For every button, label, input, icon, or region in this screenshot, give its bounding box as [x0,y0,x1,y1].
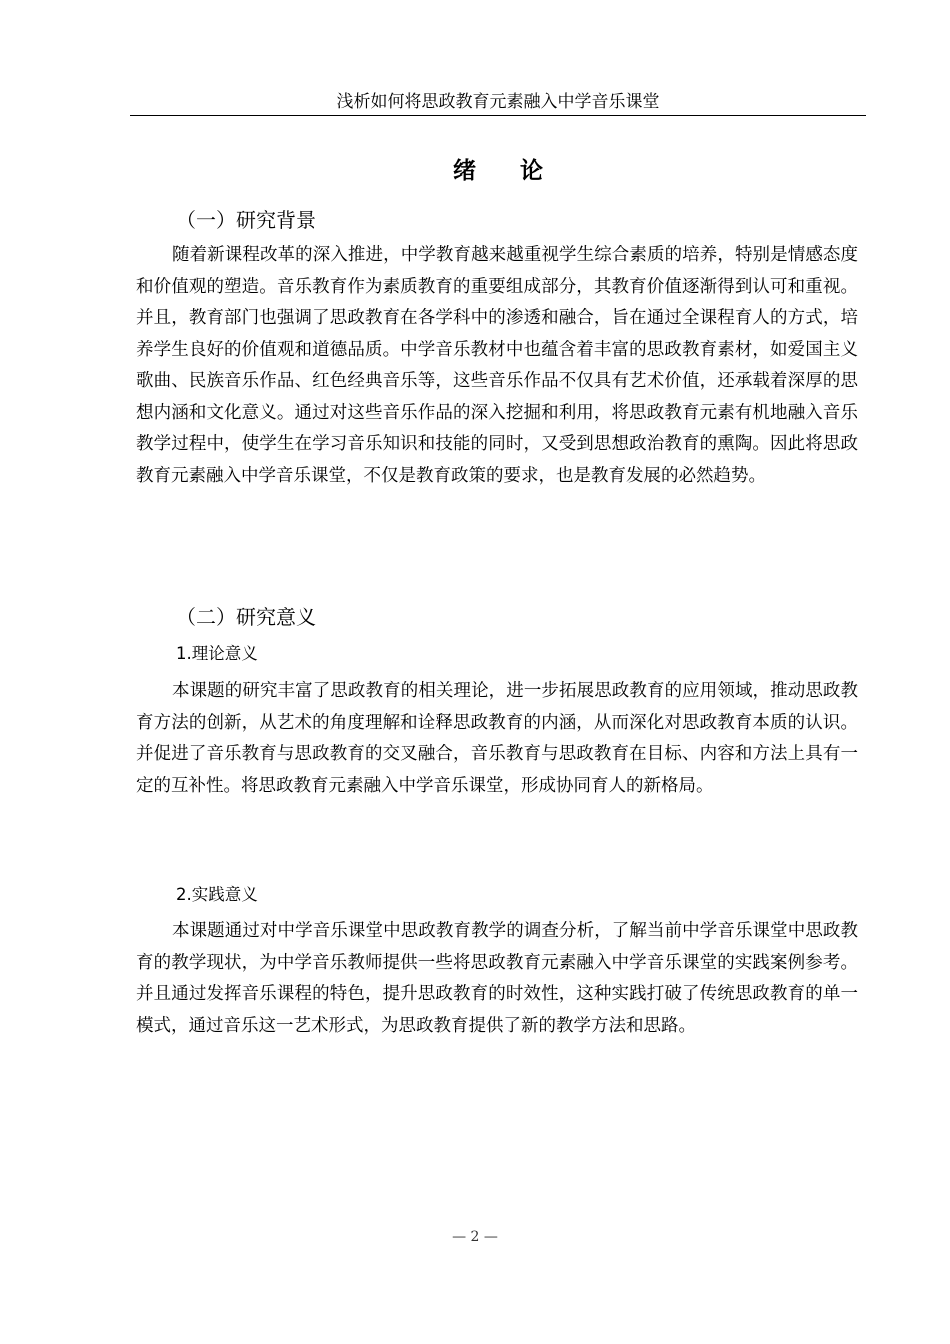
section-heading-background: （一）研究背景 [176,208,316,232]
sub-heading-theory: 1.理论意义 [176,644,258,663]
section-heading-significance: （二）研究意义 [176,605,316,629]
paragraph-practice: 本课题通过对中学音乐课堂中思政教育教学的调查分析，了解当前中学音乐课堂中思政教育的教学现状，为中学音乐教师提供一些将思政教育元素融入中学音乐课堂的实践案例参考。并且通过发挥音乐课程的特色，提升思政教育的时效性，这种实践打破了传统思政教育的单一模式，通过音乐这一艺术形式，为思政教育提供了新的教学方法和思路。 [136,921,858,1036]
paragraph-background: 随着新课程改革的深入推进，中学教育越来越重视学生综合素质的培养，特别是情感态度和价值观的塑造。音乐教育作为素质教育的重要组成部分，其教育价值逐渐得到认可和重视。并且，教育部门也强调了思政教育在各学科中的渗透和融合，旨在通过全课程育人的方式，培养学生良好的价值观和道德品质。中学音乐教材中也蕴含着丰富的思政教育素材，如爱国主义歌曲、民族音乐作品、红色经典音乐等，这些音乐作品不仅具有艺术价值，还承载着深厚的思想内涵和文化意义。通过对这些音乐作品的深入挖掘和利用，将思政教育元素有机地融入音乐教学过程中，使学生在学习音乐知识和技能的同时，又受到思想政治教育的熏陶。因此将思政教育元素融入中学音乐课堂，不仅是教育政策的要求，也是教育发展的必然趋势。 [136,245,858,486]
sub-heading-practice: 2.实践意义 [176,885,258,904]
paragraph-theory: 本课题的研究丰富了思政教育的相关理论，进一步拓展思政教育的应用领域，推动思政教育方法的创新，从艺术的角度理解和诠释思政教育的内涵，从而深化对思政教育本质的认识。并促进了音乐教育与思政教育的交叉融合，音乐教育与思政教育在目标、内容和方法上具有一定的互补性。将思政教育元素融入中学音乐课堂，形成协同育人的新格局。 [136,681,858,796]
page-number: — 2 — [452,1229,498,1245]
running-header: 浅析如何将思政教育元素融入中学音乐课堂 [336,92,660,112]
chapter-title: 绪论 [453,158,587,184]
header-rule [130,115,866,116]
